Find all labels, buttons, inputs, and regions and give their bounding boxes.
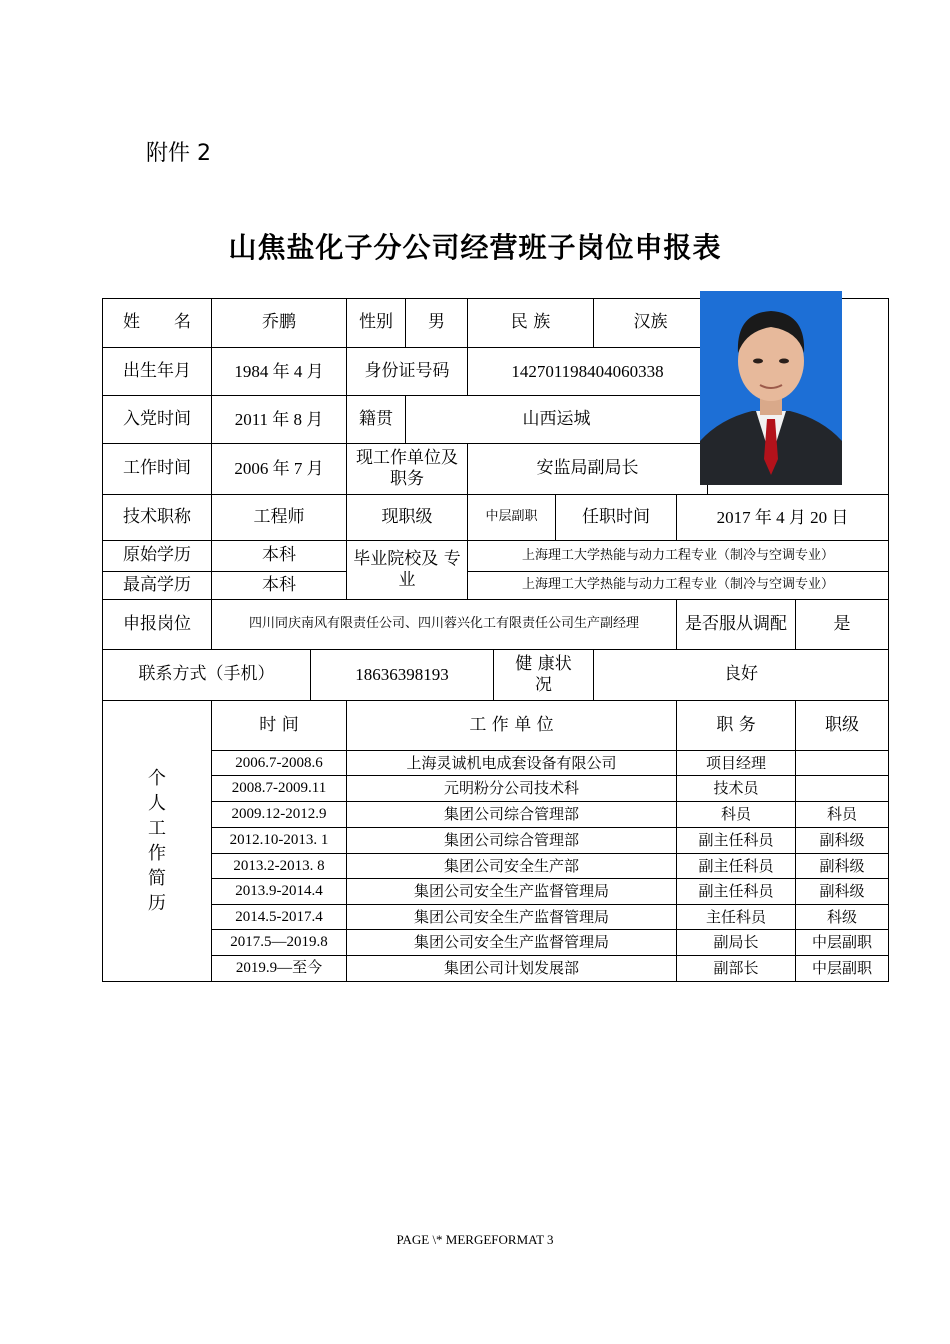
native-place-label: 籍贯 xyxy=(347,396,406,444)
ethnicity-value: 汉族 xyxy=(594,299,708,348)
current-unit-value: 安监局副局长 xyxy=(468,444,708,495)
resume-unit: 元明粉分公司技术科 xyxy=(347,776,677,802)
gender-label: 性别 xyxy=(347,299,406,348)
resume-time: 2012.10-2013. 1 xyxy=(212,828,347,854)
appoint-time-value: 2017 年 4 月 20 日 xyxy=(677,495,889,541)
resume-row xyxy=(103,828,889,854)
resume-time: 2017.5—2019.8 xyxy=(212,930,347,956)
party-join-label: 入党时间 xyxy=(103,396,212,444)
resume-duty: 科员 xyxy=(677,802,796,828)
resume-unit: 集团公司计划发展部 xyxy=(347,956,677,982)
resume-row xyxy=(103,879,889,905)
resume-side-label xyxy=(103,701,212,982)
name-label: 姓 名 xyxy=(103,299,212,348)
resume-col-level: 职级 xyxy=(796,701,889,751)
resume-row xyxy=(103,956,889,982)
resume-time: 2019.9—至今 xyxy=(212,956,347,982)
form-title: 山焦盐化子分公司经营班子岗位申报表 xyxy=(228,231,722,264)
resume-duty: 主任科员 xyxy=(677,905,796,930)
birth-value: 1984 年 4 月 xyxy=(212,348,347,396)
resume-row xyxy=(103,751,889,776)
resume-unit: 集团公司安全生产监督管理局 xyxy=(347,930,677,956)
current-rank-value: 中层副职 xyxy=(468,495,556,541)
resume-row xyxy=(103,930,889,956)
resume-level xyxy=(796,751,889,776)
resume-level: 科级 xyxy=(796,905,889,930)
resume-row xyxy=(103,776,889,802)
resume-duty: 副局长 xyxy=(677,930,796,956)
health-label: 健 康状 况 xyxy=(494,650,594,701)
obey-value: 是 xyxy=(796,600,889,650)
school-highest-value: 上海理工大学热能与动力工程专业（制冷与空调专业） xyxy=(468,572,889,600)
highest-edu-label: 最高学历 xyxy=(103,572,212,600)
resume-col-time: 时 间 xyxy=(212,701,347,751)
resume-duty: 副主任科员 xyxy=(677,854,796,879)
resume-side-char: 个 xyxy=(148,768,166,789)
resume-level: 中层副职 xyxy=(796,930,889,956)
resume-unit: 上海灵诚机电成套设备有限公司 xyxy=(347,751,677,776)
school-label: 毕业院校及 专 业 xyxy=(347,541,468,600)
resume-duty: 副主任科员 xyxy=(677,828,796,854)
resume-side-char: 工 xyxy=(148,818,166,839)
obey-label: 是否服从调配 xyxy=(677,600,796,650)
resume-level: 副科级 xyxy=(796,854,889,879)
gender-value: 男 xyxy=(406,299,468,348)
tech-title-label: 技术职称 xyxy=(103,495,212,541)
party-join-value: 2011 年 8 月 xyxy=(212,396,347,444)
original-edu-value: 本科 xyxy=(212,541,347,572)
resume-duty: 项目经理 xyxy=(677,751,796,776)
resume-level: 科员 xyxy=(796,802,889,828)
highest-edu-value: 本科 xyxy=(212,572,347,600)
resume-col-duty: 职 务 xyxy=(677,701,796,751)
resume-level: 副科级 xyxy=(796,879,889,905)
resume-side-char: 简 xyxy=(148,868,166,889)
resume-side-char: 历 xyxy=(148,893,166,914)
contact-value: 18636398193 xyxy=(311,650,494,701)
resume-time: 2014.5-2017.4 xyxy=(212,905,347,930)
resume-time: 2008.7-2009.11 xyxy=(212,776,347,802)
resume-side-char: 人 xyxy=(148,793,166,814)
health-value: 良好 xyxy=(594,650,889,701)
resume-side-char: 作 xyxy=(148,843,166,864)
resume-level: 中层副职 xyxy=(796,956,889,982)
native-place-value: 山西运城 xyxy=(406,396,708,444)
resume-duty: 副主任科员 xyxy=(677,879,796,905)
current-unit-label: 现工作单位及职务 xyxy=(347,444,468,495)
original-edu-label: 原始学历 xyxy=(103,541,212,572)
ethnicity-label: 民 族 xyxy=(468,299,594,348)
apply-post-label: 申报岗位 xyxy=(103,600,212,650)
resume-time: 2013.9-2014.4 xyxy=(212,879,347,905)
resume-level: 副科级 xyxy=(796,828,889,854)
resume-unit: 集团公司综合管理部 xyxy=(347,802,677,828)
resume-row xyxy=(103,905,889,930)
resume-time: 2009.12-2012.9 xyxy=(212,802,347,828)
name-value: 乔鹏 xyxy=(212,299,347,348)
resume-row xyxy=(103,802,889,828)
current-rank-label: 现职级 xyxy=(347,495,468,541)
birth-label: 出生年月 xyxy=(103,348,212,396)
resume-col-unit: 工 作 单 位 xyxy=(347,701,677,751)
resume-unit: 集团公司安全生产监督管理局 xyxy=(347,905,677,930)
work-start-label: 工作时间 xyxy=(103,444,212,495)
contact-label: 联系方式（手机） xyxy=(103,650,311,701)
resume-unit: 集团公司安全生产监督管理局 xyxy=(347,879,677,905)
resume-unit: 集团公司安全生产部 xyxy=(347,854,677,879)
school-original-value: 上海理工大学热能与动力工程专业（制冷与空调专业） xyxy=(468,541,889,572)
id-number-label: 身份证号码 xyxy=(347,348,468,396)
resume-row xyxy=(103,854,889,879)
id-number-value: 142701198404060338 xyxy=(468,348,708,396)
appoint-time-label: 任职时间 xyxy=(556,495,677,541)
work-start-value: 2006 年 7 月 xyxy=(212,444,347,495)
attachment-label: 附件 2 xyxy=(146,141,211,166)
resume-level xyxy=(796,776,889,802)
applicant-photo xyxy=(700,291,842,485)
resume-unit: 集团公司综合管理部 xyxy=(347,828,677,854)
resume-time: 2013.2-2013. 8 xyxy=(212,854,347,879)
page-footer: PAGE \* MERGEFORMAT 3 xyxy=(396,1232,554,1247)
resume-duty: 技术员 xyxy=(677,776,796,802)
apply-post-value: 四川同庆南风有限责任公司、四川蓉兴化工有限责任公司生产副经理 xyxy=(212,600,677,650)
resume-time: 2006.7-2008.6 xyxy=(212,751,347,776)
resume-duty: 副部长 xyxy=(677,956,796,982)
tech-title-value: 工程师 xyxy=(212,495,347,541)
